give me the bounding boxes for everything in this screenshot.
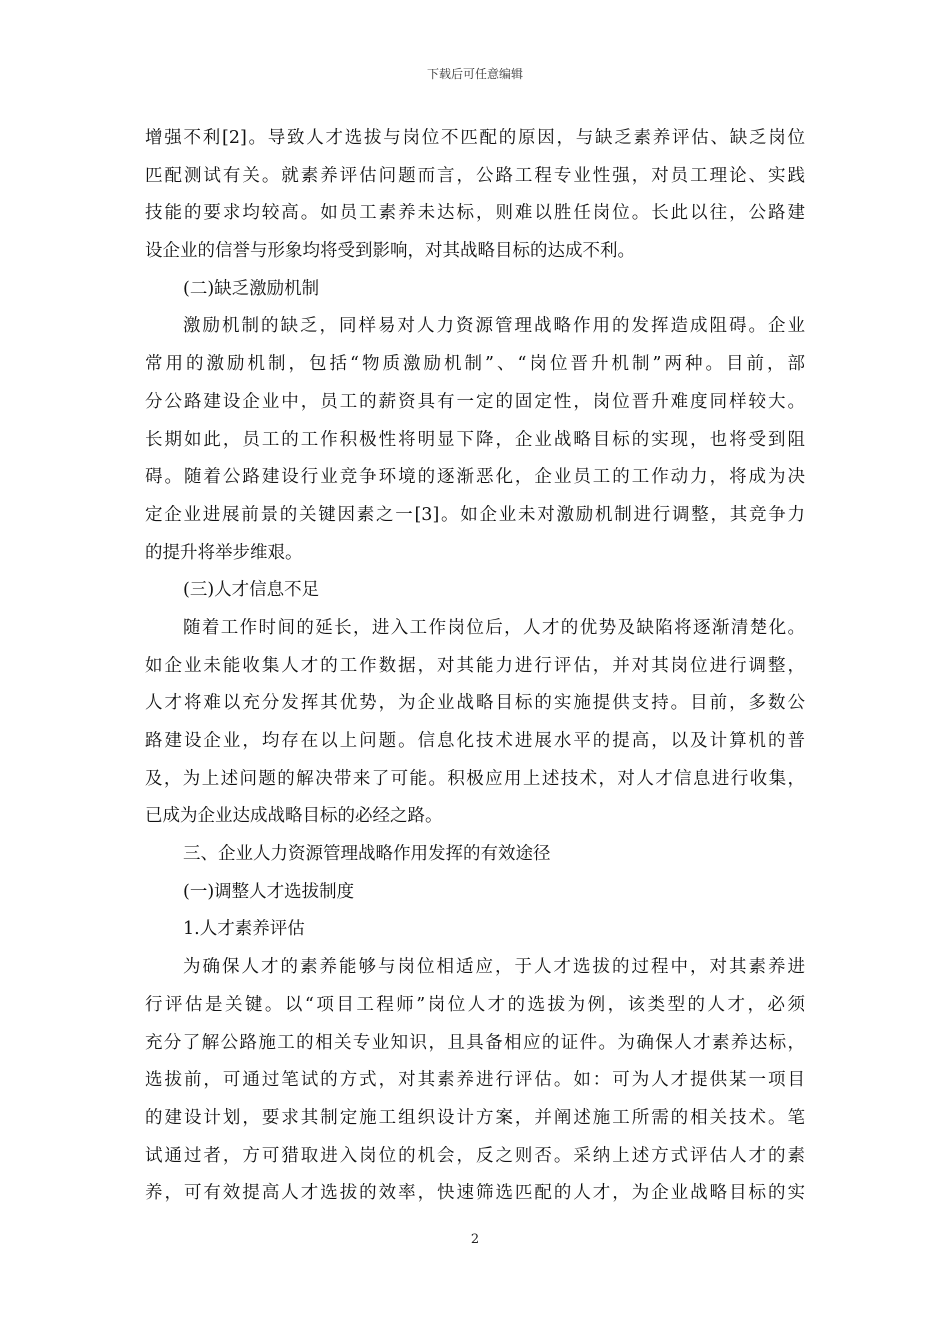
text-line: 技能的要求均较高。如员工素养未达标，则难以胜任岗位。长此以往，公路建 [145, 203, 805, 224]
text-line: 及，为上述问题的解决带来了可能。积极应用上述技术，对人才信息进行收集， [145, 768, 805, 789]
text-line: (三)人才信息不足 [183, 580, 320, 601]
text-line: 匹配测试有关。就素养评估问题而言，公路工程专业性强，对员工理论、实践 [145, 165, 805, 186]
text-line: 分公路建设企业中，员工的薪资具有一定的固定性，岗位晋升难度同样较大。 [145, 391, 805, 412]
text-line: 的提升将举步维艰。 [145, 542, 303, 563]
text-line: 定企业进展前景的关键因素之一[3]。如企业未对激励机制进行调整，其竞争力 [145, 504, 805, 525]
document-body [145, 120, 805, 1213]
text-line: 选拔前，可通过笔试的方式，对其素养进行评估。如：可为人才提供某一项目 [145, 1070, 805, 1091]
text-line: 三、企业人力资源管理战略作用发挥的有效途径 [183, 844, 551, 865]
page-number: 2 [470, 1232, 480, 1247]
text-line: 增强不利[2]。导致人才选拔与岗位不匹配的原因，与缺乏素养评估、缺乏岗位 [145, 128, 805, 148]
text-line: 路建设企业，均存在以上问题。信息化技术进展水平的提高，以及计算机的普 [145, 731, 805, 751]
text-line: 已成为企业达成战略目标的必经之路。 [145, 806, 443, 827]
text-line: 设企业的信誉与形象均将受到影响，对其战略目标的达成不利。 [145, 241, 635, 262]
text-line: 为确保人才的素养能够与岗位相适应，于人才选拔的过程中，对其素养进 [183, 957, 805, 978]
page-header: 下载后可任意编辑 [426, 67, 523, 81]
text-line: 如企业未能收集人才的工作数据，对其能力进行评估，并对其岗位进行调整， [145, 655, 805, 676]
text-line: 行评估是关键。以“项目工程师”岗位人才的选拔为例，该类型的人才，必须 [145, 994, 805, 1015]
text-line: 试通过者，方可猎取进入岗位的机会，反之则否。采纳上述方式评估人才的素 [145, 1145, 805, 1166]
text-line: 人才将难以充分发挥其优势，为企业战略目标的实施提供支持。目前，多数公 [145, 693, 805, 714]
text-line: 长期如此，员工的工作积极性将明显下降，企业战略目标的实现，也将受到阻 [145, 429, 805, 450]
text-line: 常用的激励机制，包括“物质激励机制”、“岗位晋升机制”两种。目前，部 [145, 354, 805, 375]
text-line: 1.人才素养评估 [183, 919, 305, 940]
text-line: 的建设计划，要求其制定施工组织设计方案，并阐述施工所需的相关技术。笔 [145, 1107, 805, 1128]
text-line: (一)调整人才选拔制度 [183, 881, 355, 902]
text-line: 随着工作时间的延长，进入工作岗位后，人才的优势及缺陷将逐渐清楚化。 [183, 617, 805, 638]
text-line: 养，可有效提高人才选拔的效率，快速筛选匹配的人才，为企业战略目标的实 [145, 1183, 805, 1204]
text-line: (二)缺乏激励机制 [183, 278, 320, 299]
text-line: 碍。随着公路建设行业竞争环境的逐渐恶化，企业员工的工作动力，将成为决 [145, 467, 805, 488]
text-line: 激励机制的缺乏，同样易对人力资源管理战略作用的发挥造成阻碍。企业 [183, 316, 805, 337]
text-line: 充分了解公路施工的相关专业知识，且具备相应的证件。为确保人才素养达标， [145, 1032, 805, 1053]
